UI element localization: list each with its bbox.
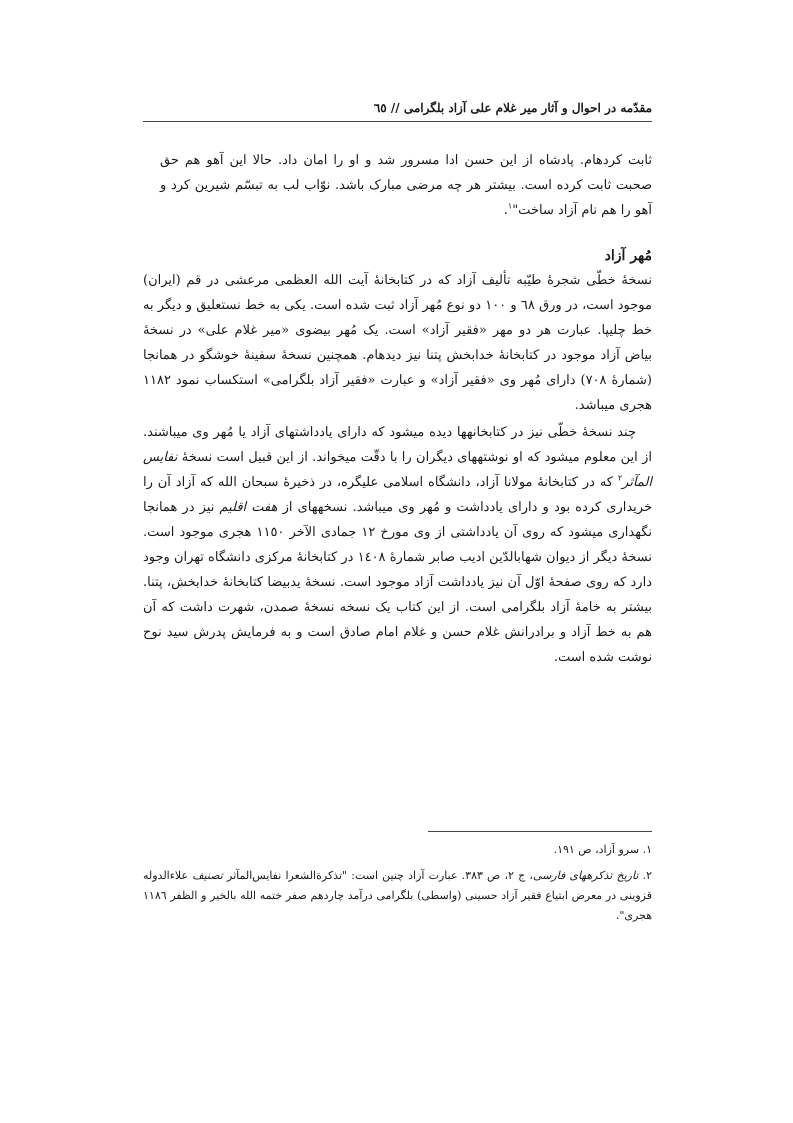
section-heading: مُهر آزاد [604, 248, 652, 264]
quote-paragraph: ثابت کردهام. پادشاه از این حسن ادا مسرور شد و او را امان داد. حالا این آهو هم حق صحبت ثابت کرده است. بیشتر هر چه مرضی مبارک باشد. نوّاب لب به تبسّم شیرین کرد و آهو را هم نام آزاد ساخت"$^١$. [160, 153, 652, 218]
footnote-rule [428, 831, 652, 832]
book-title-nafayes: نفایس المآثر [143, 450, 653, 490]
footnote-2-text-a: ، ج ٢، ص ٣٨٣. عبارت آزاد چنین است: "تذکرةالشعرا نفایس‌المآثر [227, 869, 533, 882]
footnote-2-number: ٢. [642, 869, 652, 882]
quote-text: ثابت کردهام. پادشاه از این حسن ادا مسرور شد و او را امان داد. حالا این آهو هم حق صحبت ثابت کرده است. بیشتر هر چه مرضی مبارک باشد. نوّاب لب به تبسّم شیرین کرد و آهو را هم نام آزاد ساخت" [160, 153, 652, 218]
footnotes [143, 840, 652, 932]
footnote-2-text-b: علاءالدوله قزوینی در معرض ابتیاع فقیر آزاد حسینی (واسطی) بلگرامی درآمد چاردهم صفر ختمه الله بالخیر و الظفر ١١٨٦ هجری". [143, 869, 652, 922]
running-header: مقدّمه در احوال و آثار میر غلام علی آزاد بلگرامی // ٦٥ [373, 101, 652, 115]
body-text [143, 268, 652, 670]
paragraph-2-part-b: که در کتابخانهٔ مولانا آزاد، دانشگاه اسلامی علیگره، در ذخیرهٔ سبحان الله که آزاد آن را خریداری کرده بود و دارای یادداشت و مُهر وی میباشد. نسخههای از [143, 475, 652, 515]
paragraph-2 [143, 420, 652, 670]
paragraph-2-part-c: نیز در همانجا نگهداری میشود که روی آن یادداشتی از وی مورخ ١٢ جمادی الآخر ١١٥٠ هجری موجود است. نسخهٔ دیگر از دیوان شهابالدّین ادیب صابر شمارهٔ ١٤٠٨ در کتابخانهٔ مرکزی دانشگاه تهران وجود دارد که روی صفحهٔ اوّل آن نیز یادداشت آزاد موجود است. نسخهٔ یدبیضا کتابخانهٔ خدابخش، پتنا. بیشتر به خامهٔ آزاد بلگرامی است. از این کتاب یک نسخه نسخهٔ صمدن، شهرت داشت که آن هم به خط آزاد و برادرانش غلام حسن و غلام امام صادق است و به فرمایش پدرش سید نوح نوشت شده است. [143, 500, 653, 665]
footnote-2-title: تاریخ تذکرههای فارسی [532, 869, 639, 882]
footnote-marker-1[interactable]: ١ [507, 201, 513, 211]
paragraph-1: نسخهٔ خطّی شجرهٔ طیّبه تألیف آزاد که در کتابخانهٔ آیت الله العظمی مرعشی در قم (ایران) موجود است، در ورق ٦٨ و ١٠٠ دو نوع مُهر آزاد ثبت شده است. یکی به خط نستعلیق و دیگر به خط چلیپا. عبارت هر دو مهر «فقیر آزاد» است. یک مُهر بیضوی «میر غلام علی» در نسخهٔ بیاض آزاد موجود در کتابخانهٔ خدابخش پتنا نیز دیدهام. همچنین نسخهٔ سفینهٔ خوشگو در همانجا (شمارهٔ ٧٠٨) دارای مُهر وی «فقیر آزاد» و عبارت «فقیر آزاد بلگرامی» استکساب نمود ١١٨٢ هجری میباشد. [143, 273, 652, 413]
footnote-1: ١. سرو آزاد، ص ١٩١. [553, 843, 652, 856]
footnote-2-italic: تصنیف [192, 869, 223, 882]
header-rule [143, 121, 652, 122]
book-title-haft-eqlim: هفت اقلیم [219, 500, 278, 515]
footnote-2 [143, 866, 652, 926]
footnote-marker-2[interactable]: ٢ [617, 473, 623, 483]
quote-block [160, 148, 652, 223]
paragraph-2-part-a: چند نسخهٔ خطّی نیز در کتابخانهها دیده میشود که دارای یادداشتهای آزاد یا مُهر وی میباشند. از این معلوم میشود که او نوشتههای دیگران را با دقّت میخواند. از این قبیل است نسخهٔ [143, 425, 652, 465]
